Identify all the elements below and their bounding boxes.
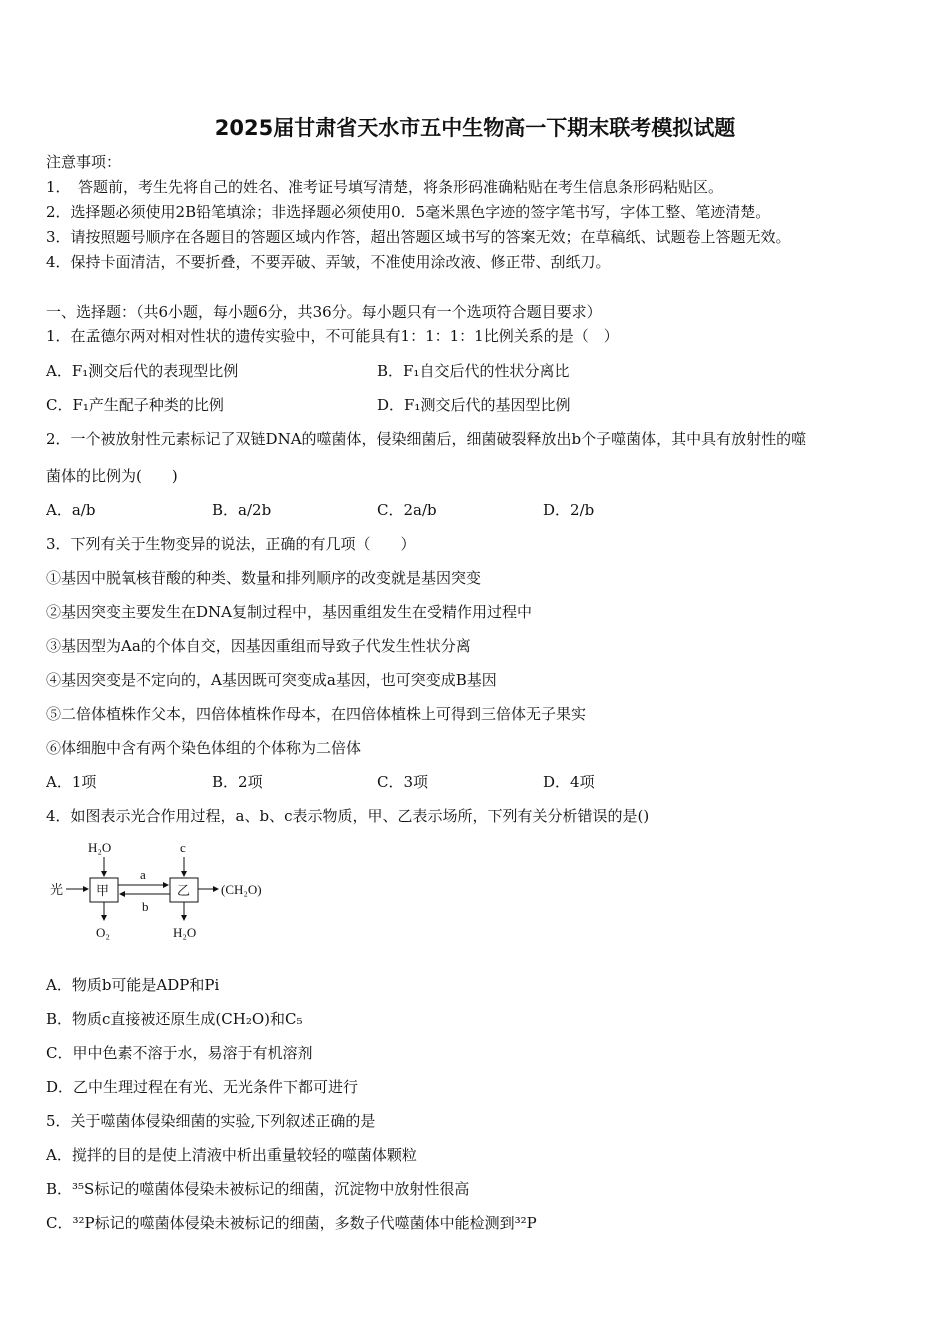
- q3-statement-2: ②基因突变主要发生在DNA复制过程中，基因重组发生在受精作用过程中: [46, 603, 532, 621]
- q3-option-a: A．1项: [46, 773, 97, 791]
- q2-stem-line2: 菌体的比例为( ): [46, 467, 178, 485]
- notice-item-3: 3．请按照题号顺序在各题目的答题区域内作答，超出答题区域书写的答案无效；在草稿纸、试题卷上答题无效。: [46, 228, 791, 246]
- q1-option-d: D．F₁测交后代的基因型比例: [377, 396, 571, 414]
- q4-option-b: B．物质c直接被还原生成(CH₂O)和C₅: [46, 1010, 303, 1028]
- diagram-h2o-bottom-label: H₂O: [173, 925, 197, 940]
- diagram-h2o-top-label: H₂O: [88, 840, 112, 855]
- q3-statement-3: ③基因型为Aa的个体自交，因基因重组而导致子代发生性状分离: [46, 637, 471, 655]
- q4-option-c: C．甲中色素不溶于水，易溶于有机溶剂: [46, 1044, 313, 1062]
- q3-option-d: D．4项: [543, 773, 595, 791]
- diagram-jia-label: 甲: [96, 883, 110, 898]
- q3-stem: 3．下列有关于生物变异的说法，正确的有几项（ ）: [46, 535, 416, 553]
- q5-option-a: A．搅拌的目的是使上清液中析出重量较轻的噬菌体颗粒: [46, 1146, 417, 1164]
- q3-statement-5: ⑤二倍体植株作父本，四倍体植株作母本，在四倍体植株上可得到三倍体无子果实: [46, 705, 587, 723]
- q2-stem-line1: 2．一个被放射性元素标记了双链DNA的噬菌体，侵染细菌后，细菌破裂释放出b个子噬菌体，其中具有放射性的噬: [46, 430, 807, 448]
- notice-item-1: 1． 答题前，考生先将自己的姓名、准考证号填写清楚，将条形码准确粘贴在考生信息条形码粘贴区。: [46, 178, 724, 196]
- q3-statement-6: ⑥体细胞中含有两个染色体组的个体称为二倍体: [46, 739, 362, 757]
- diagram-yi-label: 乙: [177, 883, 191, 898]
- q5-stem: 5．关于噬菌体侵染细菌的实验,下列叙述正确的是: [46, 1112, 376, 1130]
- diagram-light-label: 光: [50, 882, 64, 897]
- diagram-ch2o-label: (CH₂O): [221, 882, 262, 897]
- q1-option-b: B．F₁自交后代的性状分离比: [377, 362, 570, 380]
- page-title: 2025届甘肃省天水市五中生物高一下期末联考模拟试题: [214, 116, 736, 140]
- diagram-a-label: a: [140, 867, 146, 882]
- q3-option-c: C．3项: [377, 773, 429, 791]
- diagram-o2-label: O₂: [96, 925, 110, 940]
- photosynthesis-diagram: [46, 836, 286, 946]
- q3-option-b: B．2项: [212, 773, 263, 791]
- q3-statement-1: ①基因中脱氧核苷酸的种类、数量和排列顺序的改变就是基因突变: [46, 569, 482, 587]
- q4-option-a: A．物质b可能是ADP和Pi: [46, 976, 220, 994]
- q3-statement-4: ④基因突变是不定向的，A基因既可突变成a基因，也可突变成B基因: [46, 671, 497, 689]
- q2-option-d: D．2/b: [543, 501, 595, 519]
- notice-item-2: 2．选择题必须使用2B铅笔填涂；非选择题必须使用0．5毫米黑色字迹的签字笔书写，字体工整、笔迹清楚。: [46, 203, 771, 221]
- q1-option-a: A．F₁测交后代的表现型比例: [46, 362, 239, 380]
- q2-option-b: B．a/2b: [212, 501, 272, 519]
- section-heading: 一、选择题：（共6小题，每小题6分，共36分。每小题只有一个选项符合题目要求）: [46, 303, 602, 321]
- q5-option-c: C．³²P标记的噬菌体侵染未被标记的细菌，多数子代噬菌体中能检测到³²P: [46, 1214, 537, 1232]
- notice-item-4: 4．保持卡面清洁，不要折叠，不要弄破、弄皱，不准使用涂改液、修正带、刮纸刀。: [46, 253, 611, 271]
- diagram-c-label: c: [180, 840, 186, 855]
- notice-heading: 注意事项：: [46, 153, 122, 171]
- q1-option-c: C．F₁产生配子种类的比例: [46, 396, 224, 414]
- q2-option-c: C．2a/b: [377, 501, 437, 519]
- q1-stem: 1．在孟德尔两对相对性状的遗传实验中，不可能具有1：1：1：1比例关系的是（ ）: [46, 327, 619, 345]
- q2-option-a: A．a/b: [46, 501, 96, 519]
- q5-option-b: B．³⁵S标记的噬菌体侵染未被标记的细菌，沉淀物中放射性很高: [46, 1180, 470, 1198]
- q4-stem: 4．如图表示光合作用过程，a、b、c表示物质，甲、乙表示场所，下列有关分析错误的是(): [46, 807, 650, 825]
- q4-option-d: D．乙中生理过程在有光、无光条件下都可进行: [46, 1078, 359, 1096]
- diagram-b-label: b: [142, 899, 149, 914]
